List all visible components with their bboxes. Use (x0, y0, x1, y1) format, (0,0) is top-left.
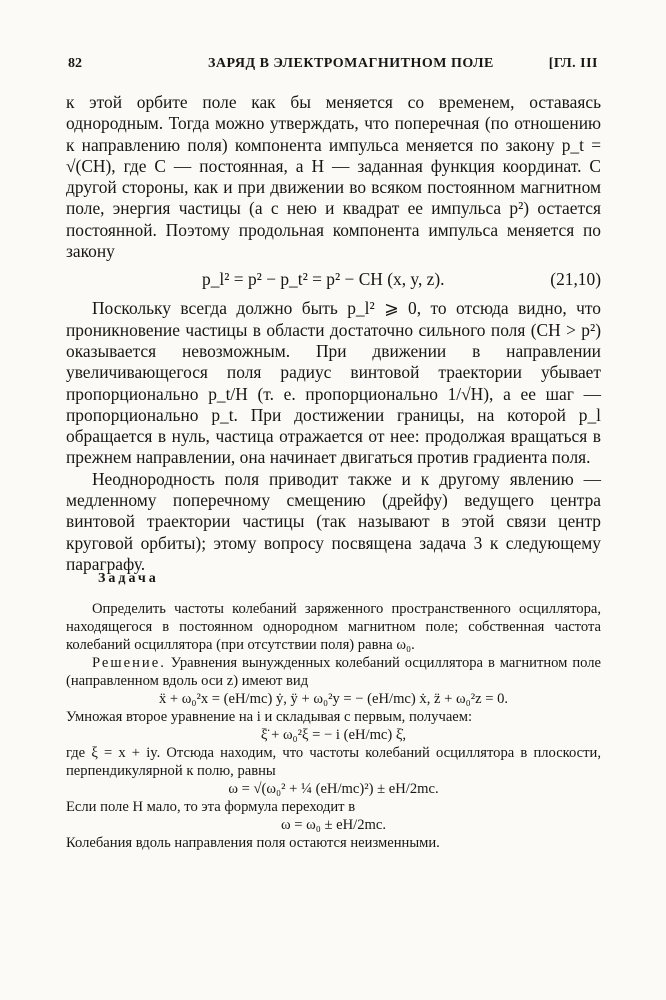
page-header (68, 56, 598, 80)
solution-label: Решение. (92, 655, 166, 671)
paragraph-1: к этой орбите поле как бы меняется со временем, оставаясь однородным. Тогда можно утверждать, что поперечная (по отношению к направлению поля) компонента импульса меняется по закону p_t = √(CH), где C — постоянная, а H — заданная функция координат. С другой стороны, как и при движении во всяком постоянном магнитном поле, энергия частицы (а с нею и квадрат ее импульса p²) остается постоянной. Поэтому продольная компонента импульса меняется по закону (66, 92, 601, 262)
problem-statement: Определить частоты колебаний заряженного пространственного осциллятора, находящегося в постоянном однородном магнитном поле; собственная частота колебаний осциллятора (при отсутствии поля) равна ω₀. (66, 601, 601, 653)
chapter-label: [ГЛ. III (548, 56, 598, 71)
problem-title: Задача (98, 571, 159, 586)
equation-xi: ξ̈ + ω₀²ξ = − i (eH/mc) ξ̇, (260, 727, 407, 743)
paragraph-3: Неоднородность поля приводит также и к другому явлению — медленному поперечному смещению (дрейфу) ведущего центра винтовой траектории частицы (так называют в этой связи центр круговой орбиты); этому вопросу посвящена задача 3 к следующему параграфу. (66, 468, 601, 574)
main-text (66, 92, 601, 575)
solution-intro (66, 654, 601, 690)
where-text: где ξ = x + iy. Отсюда находим, что частоты колебаний осциллятора в плоскости, перпендикулярной к полю, равны (66, 745, 601, 779)
equation-omega-approx: ω = ω₀ ± eH/2mc. (281, 817, 386, 833)
running-title: ЗАРЯД В ЭЛЕКТРОМАГНИТНОМ ПОЛЕ (208, 56, 494, 71)
equation-formula: p_l² = p² − p_t² = p² − CH (x, y, z). (202, 269, 445, 290)
equation-number: (21,10) (550, 269, 601, 290)
solution-text: Уравнения вынужденных колебаний осциллятора в магнитном поле (направленном вдоль оси z) имеют вид (66, 655, 601, 689)
multiply-text: Умножая второе уравнение на i и складывая с первым, получаем: (66, 709, 473, 725)
equation-system: ẍ + ω₀²x = (eH/mc) ẏ, ÿ + ω₀²y = − (eH/mc) ẋ, z̈ + ω₀²z = 0. (158, 691, 509, 707)
problem-section (66, 570, 601, 852)
small-field-text: Если поле H мало, то эта формула переходит в (66, 799, 356, 815)
final-text: Колебания вдоль направления поля остаются неизменными. (66, 835, 440, 851)
paragraph-2: Поскольку всегда должно быть p_l² ⩾ 0, то отсюда видно, что проникновение частицы в области достаточно сильного поля (CH > p²) оказывается невозможным. При движении в направлении увеличивающегося поля радиус винтовой траектории убывает пропорционально p_t/H (т. е. пропорционально 1/√H), а ее шаг — пропорционально p_t. При достижении границы, на которой p_l обращается в нуль, частица отражается от нее: продолжая вращаться в прежнем направлении, она начинает двигаться против градиента поля. (66, 298, 601, 468)
page-number: 82 (68, 56, 82, 71)
equation-21-10 (66, 267, 601, 294)
equation-omega: ω = √(ω₀² + ¼ (eH/mc)²) ± eH/2mc. (228, 781, 439, 797)
